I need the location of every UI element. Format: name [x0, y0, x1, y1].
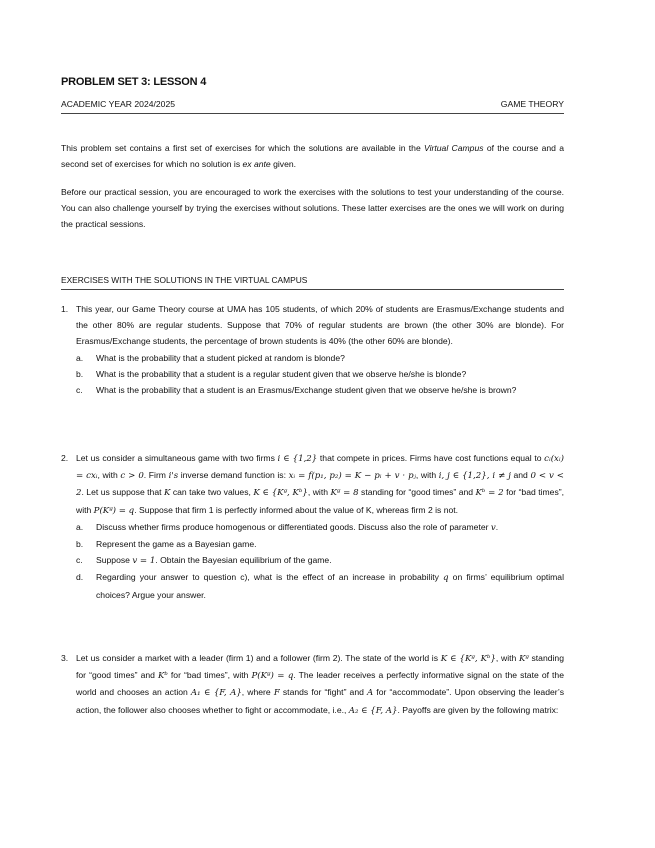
section-heading: EXERCISES WITH THE SOLUTIONS IN THE VIRTUAL CAMPUS — [61, 275, 308, 285]
exercise-number: 2. — [61, 453, 69, 463]
academic-year: ACADEMIC YEAR 2024/2025 — [61, 99, 176, 109]
intro-paragraph-2: Before our practical session, you are encouraged to work the exercises with the solutions to test your understanding of the course. You can also challenge yourself by trying the exercises without solutions. These latter exercises are the ones we will work on during the practical sessions. — [61, 187, 564, 230]
exercise-item: b. What is the probability that a student is a regular student given that we observe he/she is blonde? — [76, 368, 467, 379]
exercise-number: 3. — [61, 653, 69, 663]
page-title: PROBLEM SET 3: LESSON 4 — [61, 76, 207, 88]
intro-paragraph-1: This problem set contains a first set of exercises for which the solutions are available in the Virtual Campus of the course and a second set of exercises for which no solution is ex ante given. — [61, 143, 564, 170]
exercise-item: a. Discuss whether firms produce homogenous or differentiated goods. Discuss also the role of parameter v. — [76, 521, 499, 533]
exercise-3 — [61, 650, 564, 719]
exercise-text: This year, our Game Theory course at UMA has 105 students, of which 20% of students are Erasmus/Exchange students and the other 80% are regular students. Suppose that 70% of regular students are brown (the other 30% are blonde). For Erasmus/Exchange students, the percentage of brown students is 40% (the other 60% are blonde). — [76, 304, 564, 347]
exercise-2 — [61, 450, 564, 603]
exercise-item: c. Suppose v = 1. Obtain the Bayesian equilibrium of the game. — [76, 555, 332, 567]
exercise-item: d. Regarding your answer to question c), what is the effect of an increase in probability q on firms’ equilibrium optimal choices? Argue your answer. — [76, 572, 564, 600]
exercise-text: Let us consider a market with a leader (firm 1) and a follower (firm 2). The state of the world is K ∈ {Kᵍ, Kᵇ}, with Kᵍ standing for “good times” and Kᵇ for “bad times”, with P(Kᵍ) = q. The leader receives a perfectly informative signal on the state of the world and chooses an action A₁ ∈ {F, A}, where F stands for “fight” and A for “accommodate”. Upon observing the leader’s action, the follower also chooses whether to fight or accommodate, i.e., A₂ ∈ {F, A}. Payoffs are given by the following matrix: — [76, 653, 564, 716]
section-divider — [61, 289, 564, 290]
exercise-1 — [61, 301, 564, 398]
exercise-item: c. What is the probability that a student is an Erasmus/Exchange student given that we observe he/she is brown? — [76, 385, 517, 396]
exercise-item: b. Represent the game as a Bayesian game. — [76, 539, 257, 550]
header-meta — [61, 99, 564, 109]
course-name: GAME THEORY — [500, 99, 564, 109]
header-divider — [61, 113, 564, 114]
exercise-item: a. What is the probability that a student picked at random is blonde? — [76, 352, 345, 363]
exercise-number: 1. — [61, 304, 69, 314]
exercise-text: Let us consider a simultaneous game with two firms i ∈ {1,2} that compete in prices. Firms have cost functions equal to cᵢ(xᵢ) = cxᵢ, with c > 0. Firm i's inverse demand function is: xᵢ = f(p₁, p₂) = K − pᵢ + v · pⱼ, with i, j ∈ {1,2}, i ≠ j and 0 < v < 2. Let us suppose that K can take two values, K ∈ {Kᵍ, Kᵇ}, with Kᵍ = 8 standing for “good times” and Kᵇ = 2 for “bad times”, with P(Kᵍ) = q. Suppose that firm 1 is perfectly informed about the value of K, whereas firm 2 is not. — [76, 453, 564, 516]
